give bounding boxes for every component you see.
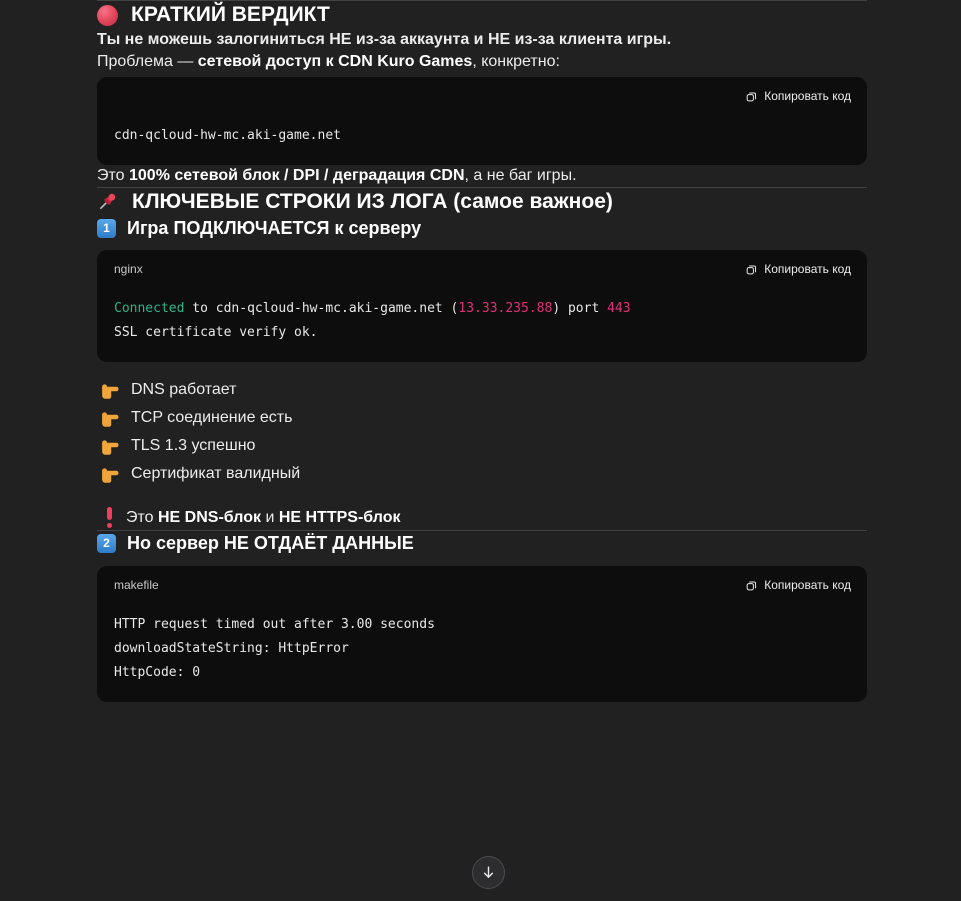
copy-icon	[745, 263, 758, 276]
verdict-line3-pre: Это	[97, 167, 129, 184]
copy-code-button[interactable]	[745, 88, 851, 104]
copy-code-label: Копировать код	[764, 262, 851, 276]
point2-title: Но сервер НЕ ОТДАЁТ ДАННЫЕ	[127, 533, 414, 553]
warning-bold1: НЕ DNS-блок	[158, 509, 261, 526]
point1-title: Игра ПОДКЛЮЧАЕТСЯ к серверу	[127, 218, 422, 238]
point2-heading	[97, 531, 867, 555]
copy-code-button[interactable]	[745, 261, 851, 277]
verdict-line1: Ты не можешь залогиниться НЕ из-за аккаунта и НЕ из-за клиента игры.	[97, 31, 672, 48]
log-heading-text: КЛЮЧЕВЫЕ СТРОКИ ИЗ ЛОГА (самое важное)	[132, 190, 613, 213]
list-item	[100, 404, 867, 432]
arrow-down-icon	[480, 864, 497, 881]
red-circle-icon	[97, 5, 118, 26]
code-block-header	[97, 566, 867, 593]
list-item-text: TLS 1.3 успешно	[131, 437, 256, 454]
exclamation-icon	[106, 507, 112, 529]
keycap-2-icon: 2	[97, 534, 116, 553]
copy-icon	[745, 90, 758, 103]
code-token-connected: Connected	[114, 301, 185, 316]
pointing-hand-icon	[100, 409, 119, 428]
warning-text	[126, 506, 401, 530]
code-content	[97, 104, 867, 165]
copy-icon	[745, 579, 758, 592]
pointing-hand-icon	[100, 381, 119, 400]
verdict-line2-post: , конкретно:	[472, 53, 560, 70]
code-language-label: nginx	[114, 262, 143, 276]
code-text: HttpCode: 0	[114, 665, 201, 680]
code-block-header	[97, 250, 867, 277]
warning-mid: и	[261, 509, 279, 526]
warning-line	[97, 506, 867, 530]
verdict-line3-post: , а не баг игры.	[464, 167, 577, 184]
list-item	[100, 376, 867, 404]
list-item-text: Сертификат валидный	[131, 465, 301, 482]
point1-heading	[97, 216, 867, 240]
pointing-hand-icon	[100, 437, 119, 456]
code-content	[97, 593, 867, 702]
code-language-label: makefile	[114, 578, 159, 592]
code-token-ip: 13.33.235.88	[458, 301, 553, 316]
verdict-line3	[97, 165, 867, 187]
code-block-makefile	[97, 566, 867, 702]
code-block-domain	[97, 77, 867, 165]
code-token: ) port	[552, 301, 608, 316]
copy-code-label: Копировать код	[764, 89, 851, 103]
verdict-line2-bold: сетевой доступ к CDN Kuro Games	[197, 53, 473, 70]
copy-code-label: Копировать код	[764, 578, 851, 592]
code-text: HTTP request timed out after 3.00 seconds	[114, 617, 435, 632]
warning-pre: Это	[126, 509, 158, 526]
verdict-line3-bold: 100% сетевой блок / DPI / деградация CDN	[129, 167, 465, 184]
code-text: cdn-qcloud-hw-mc.aki-game.net	[114, 128, 341, 143]
keycap-1-icon: 1	[97, 219, 116, 238]
code-token: SSL certificate verify ok.	[114, 325, 318, 340]
pushpin-icon	[97, 191, 119, 213]
code-block-nginx	[97, 250, 867, 362]
list-item	[100, 460, 867, 488]
verdict-line2	[97, 51, 867, 73]
code-token-port: 443	[607, 301, 631, 316]
verdict-heading	[97, 1, 867, 29]
code-token: to cdn-qcloud-hw-mc.aki-game.net (	[184, 301, 459, 316]
code-content	[97, 277, 867, 362]
log-heading	[97, 188, 867, 216]
pointing-hand-icon	[100, 465, 119, 484]
warning-bold2: НЕ HTTPS-блок	[278, 509, 401, 526]
checklist	[97, 376, 867, 488]
scroll-to-bottom-button[interactable]	[472, 856, 505, 889]
list-item	[100, 432, 867, 460]
code-block-header	[97, 77, 867, 104]
list-item-text: DNS работает	[131, 381, 237, 398]
list-item-text: TCP соединение есть	[131, 409, 293, 426]
code-text: downloadStateString: HttpError	[114, 641, 349, 656]
verdict-line2-pre: Проблема —	[97, 53, 198, 70]
copy-code-button[interactable]	[745, 577, 851, 593]
verdict-heading-text: КРАТКИЙ ВЕРДИКТ	[131, 3, 330, 26]
